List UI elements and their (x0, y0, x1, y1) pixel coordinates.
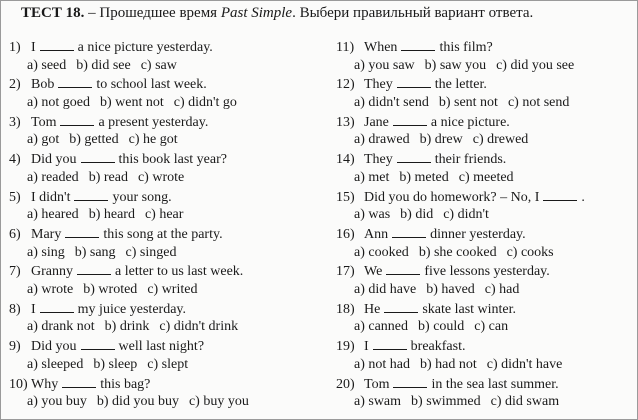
question-number: 14) (336, 152, 355, 168)
answer-options (336, 244, 636, 263)
answer-options (9, 356, 309, 375)
answer-option: b) haved (426, 282, 475, 298)
question-suffix: a letter to us last week. (115, 264, 244, 280)
question-suffix: a nice picture yesterday. (77, 40, 213, 55)
answer-option: a) you buy (27, 394, 87, 410)
question-prefix: When (364, 40, 398, 55)
answer-option: c) did swam (490, 394, 560, 410)
question-prefix: Tom (364, 376, 390, 392)
question-item (336, 300, 636, 337)
answer-option: a) didn't send (354, 95, 429, 111)
answer-option: c) cooks (506, 244, 554, 260)
question-text (9, 262, 309, 281)
question-prefix: Why (31, 376, 59, 392)
answer-blank (401, 38, 435, 51)
answer-option: a) cooked (354, 244, 409, 260)
answer-option: b) getted (69, 132, 119, 148)
question-prefix: Granny (31, 264, 73, 280)
answer-option: c) writed (147, 282, 198, 298)
question-number: 15) (336, 189, 355, 205)
answer-option: a) swam (354, 394, 402, 410)
question-item (9, 150, 309, 187)
question-prefix: Jane (364, 114, 389, 130)
question-suffix: my juice yesterday. (77, 301, 187, 317)
answer-option: b) drew (419, 132, 463, 148)
answer-blank (392, 225, 426, 238)
answer-option: c) wrote (137, 169, 185, 185)
question-number: 3) (9, 114, 21, 130)
question-prefix: Ann (364, 226, 389, 242)
answer-blank (384, 300, 418, 313)
answer-option: b) she cooked (418, 244, 497, 260)
question-item (336, 337, 636, 374)
question-item (9, 225, 309, 262)
answer-option: b) sang (74, 244, 116, 260)
question-prefix: Did you (31, 339, 77, 355)
question-item (336, 38, 636, 75)
question-item (336, 75, 636, 112)
answer-option: c) didn't go (173, 95, 237, 111)
answer-blank (74, 188, 108, 201)
question-item (336, 262, 636, 299)
question-item (9, 300, 309, 337)
answer-option: c) didn't (443, 207, 489, 223)
question-item (9, 75, 309, 112)
worksheet-title (21, 5, 533, 22)
answer-option: b) sleep (93, 356, 138, 372)
answer-blank (60, 113, 94, 126)
answer-option: a) not had (354, 356, 410, 372)
answer-option: b) heard (88, 207, 135, 223)
question-prefix: We (364, 264, 383, 280)
question-suffix: to school last week. (96, 77, 207, 93)
question-suffix: the letter. (434, 77, 487, 93)
answer-option: b) did see (76, 57, 131, 73)
question-item (336, 113, 636, 150)
question-prefix: I (31, 40, 36, 55)
answer-blank (65, 225, 99, 238)
answer-options (336, 206, 636, 225)
answer-option: a) got (27, 132, 60, 148)
answer-blank (397, 75, 431, 88)
answer-option: c) hear (144, 207, 184, 223)
question-text (9, 337, 309, 356)
question-item (336, 375, 636, 412)
question-prefix: Did you (31, 152, 77, 168)
question-text (336, 150, 636, 169)
answer-option: a) wrote (27, 282, 74, 298)
questions-left-column (9, 38, 309, 412)
question-prefix: Bob (31, 77, 55, 93)
question-suffix: a nice picture. (430, 114, 510, 130)
question-prefix: Mary (31, 226, 62, 242)
question-item (9, 337, 309, 374)
question-number: 9) (9, 339, 21, 355)
question-number: 16) (336, 226, 355, 242)
question-text (9, 38, 309, 57)
tense-name: Past Simple (220, 5, 293, 21)
answer-options (336, 356, 636, 375)
question-text (336, 337, 636, 356)
answer-options (336, 57, 636, 76)
answer-options (9, 318, 309, 337)
answer-blank (77, 262, 111, 275)
question-item (9, 262, 309, 299)
question-number: 5) (9, 189, 21, 205)
question-text (9, 113, 309, 132)
question-number: 4) (9, 152, 21, 168)
question-text (9, 225, 309, 244)
question-suffix: this film? (439, 40, 493, 55)
questions-right-column (336, 38, 636, 412)
answer-option: a) seed (27, 57, 67, 73)
answer-option: c) can (474, 319, 509, 335)
answer-blank (40, 38, 74, 51)
question-suffix: your song. (112, 189, 172, 205)
answer-options (9, 169, 309, 188)
answer-options (9, 281, 309, 300)
answer-option: b) read (88, 169, 128, 185)
answer-blank (543, 188, 577, 201)
question-text (336, 300, 636, 319)
answer-option: a) drawed (354, 132, 410, 148)
question-text (336, 113, 636, 132)
answer-option: a) not goed (27, 95, 90, 111)
answer-option: a) you saw (354, 57, 415, 73)
question-suffix: skate last winter. (422, 301, 517, 317)
answer-option: b) did you buy (96, 394, 179, 410)
answer-option: c) did you see (496, 57, 575, 73)
answer-options (336, 393, 636, 412)
question-number: 18) (336, 301, 355, 317)
question-number: 20) (336, 376, 355, 392)
answer-blank (373, 337, 407, 350)
answer-blank (40, 300, 74, 313)
question-number: 19) (336, 339, 355, 355)
question-text (9, 300, 309, 319)
question-number: 17) (336, 264, 355, 280)
answer-option: c) had (484, 282, 520, 298)
question-text (336, 375, 636, 394)
answer-option: a) readed (27, 169, 79, 185)
question-suffix: this song at the party. (103, 226, 223, 242)
answer-option: a) canned (354, 319, 409, 335)
test-number: ТЕСТ 18. (21, 5, 85, 21)
answer-option: b) went not (99, 95, 164, 111)
answer-options (336, 169, 636, 188)
answer-option: c) not send (507, 95, 570, 111)
answer-option: c) didn't have (486, 356, 563, 372)
question-item (336, 188, 636, 225)
answer-blank (81, 150, 115, 163)
question-suffix: breakfast. (410, 339, 466, 355)
question-suffix: this bag? (100, 376, 151, 392)
answer-option: c) drewed (472, 132, 529, 148)
answer-option: b) did (400, 207, 434, 223)
answer-blank (81, 337, 115, 350)
question-item (9, 113, 309, 150)
question-item (336, 225, 636, 262)
question-number: 12) (336, 77, 355, 93)
question-number: 8) (9, 301, 21, 317)
question-prefix: Did you do homework? – No, I (364, 189, 540, 205)
question-suffix: a present yesterday. (98, 114, 209, 130)
question-text (9, 75, 309, 94)
answer-blank (386, 262, 420, 275)
question-prefix: Tom (31, 114, 57, 130)
answer-options (9, 57, 309, 76)
answer-option: c) slept (147, 356, 189, 372)
answer-option: b) meted (399, 169, 449, 185)
answer-option: a) sleeped (27, 356, 84, 372)
question-item (336, 150, 636, 187)
question-item (9, 38, 309, 75)
answer-blank (58, 75, 92, 88)
answer-options (9, 206, 309, 225)
answer-options (9, 393, 309, 412)
question-prefix: He (364, 301, 381, 317)
question-prefix: I didn't (31, 189, 71, 205)
answer-option: c) meeted (458, 169, 514, 185)
answer-option: c) buy you (188, 394, 249, 410)
answer-option: a) sing (27, 244, 65, 260)
answer-option: a) drank not (27, 319, 95, 335)
answer-option: c) he got (128, 132, 178, 148)
question-text (336, 188, 636, 207)
question-number: 13) (336, 114, 355, 130)
answer-option: b) drink (104, 319, 150, 335)
question-item (9, 375, 309, 412)
question-text (336, 225, 636, 244)
question-suffix: in the sea last summer. (431, 376, 559, 392)
question-item (9, 188, 309, 225)
title-dash: – Прошедшее время (84, 5, 221, 21)
answer-blank (397, 150, 431, 163)
answer-options (336, 318, 636, 337)
question-text (336, 75, 636, 94)
answer-option: b) could (418, 319, 465, 335)
question-number: 11) (336, 40, 355, 55)
question-suffix: five lessons yesterday. (424, 264, 550, 280)
question-suffix: this book last year? (118, 152, 227, 168)
question-suffix: their friends. (434, 152, 507, 168)
question-text (336, 262, 636, 281)
question-number: 7) (9, 264, 21, 280)
question-suffix: well last night? (118, 339, 205, 355)
answer-option: b) wroted (83, 282, 138, 298)
question-text (9, 188, 309, 207)
answer-option: a) did have (354, 282, 417, 298)
answer-option: a) met (354, 169, 390, 185)
question-number: 2) (9, 77, 21, 93)
answer-option: b) had not (419, 356, 477, 372)
question-prefix: I (31, 301, 36, 317)
answer-options (336, 281, 636, 300)
question-number: 1) (9, 40, 21, 55)
answer-options (336, 131, 636, 150)
answer-option: c) didn't drink (159, 319, 239, 335)
question-suffix: dinner yesterday. (430, 226, 526, 242)
answer-options (9, 94, 309, 113)
answer-option: b) saw you (424, 57, 487, 73)
question-number: 6) (9, 226, 21, 242)
answer-blank (393, 375, 427, 388)
answer-options (9, 131, 309, 150)
question-text (9, 375, 309, 394)
question-prefix: I (364, 339, 369, 355)
answer-option: a) was (354, 207, 391, 223)
question-text (336, 38, 636, 57)
answer-option: b) sent not (438, 95, 498, 111)
answer-options (9, 244, 309, 263)
question-prefix: They (364, 152, 393, 168)
question-text (9, 150, 309, 169)
title-instruction: . Выбери правильный вариант ответа. (292, 5, 534, 21)
question-suffix: . (581, 189, 585, 205)
answer-option: c) singed (125, 244, 177, 260)
answer-options (336, 94, 636, 113)
answer-option: b) swimmed (411, 394, 481, 410)
question-number: 10) (9, 376, 28, 392)
answer-blank (393, 113, 427, 126)
question-prefix: They (364, 77, 393, 93)
answer-option: c) saw (140, 57, 177, 73)
answer-option: a) heared (27, 207, 79, 223)
answer-blank (62, 375, 96, 388)
